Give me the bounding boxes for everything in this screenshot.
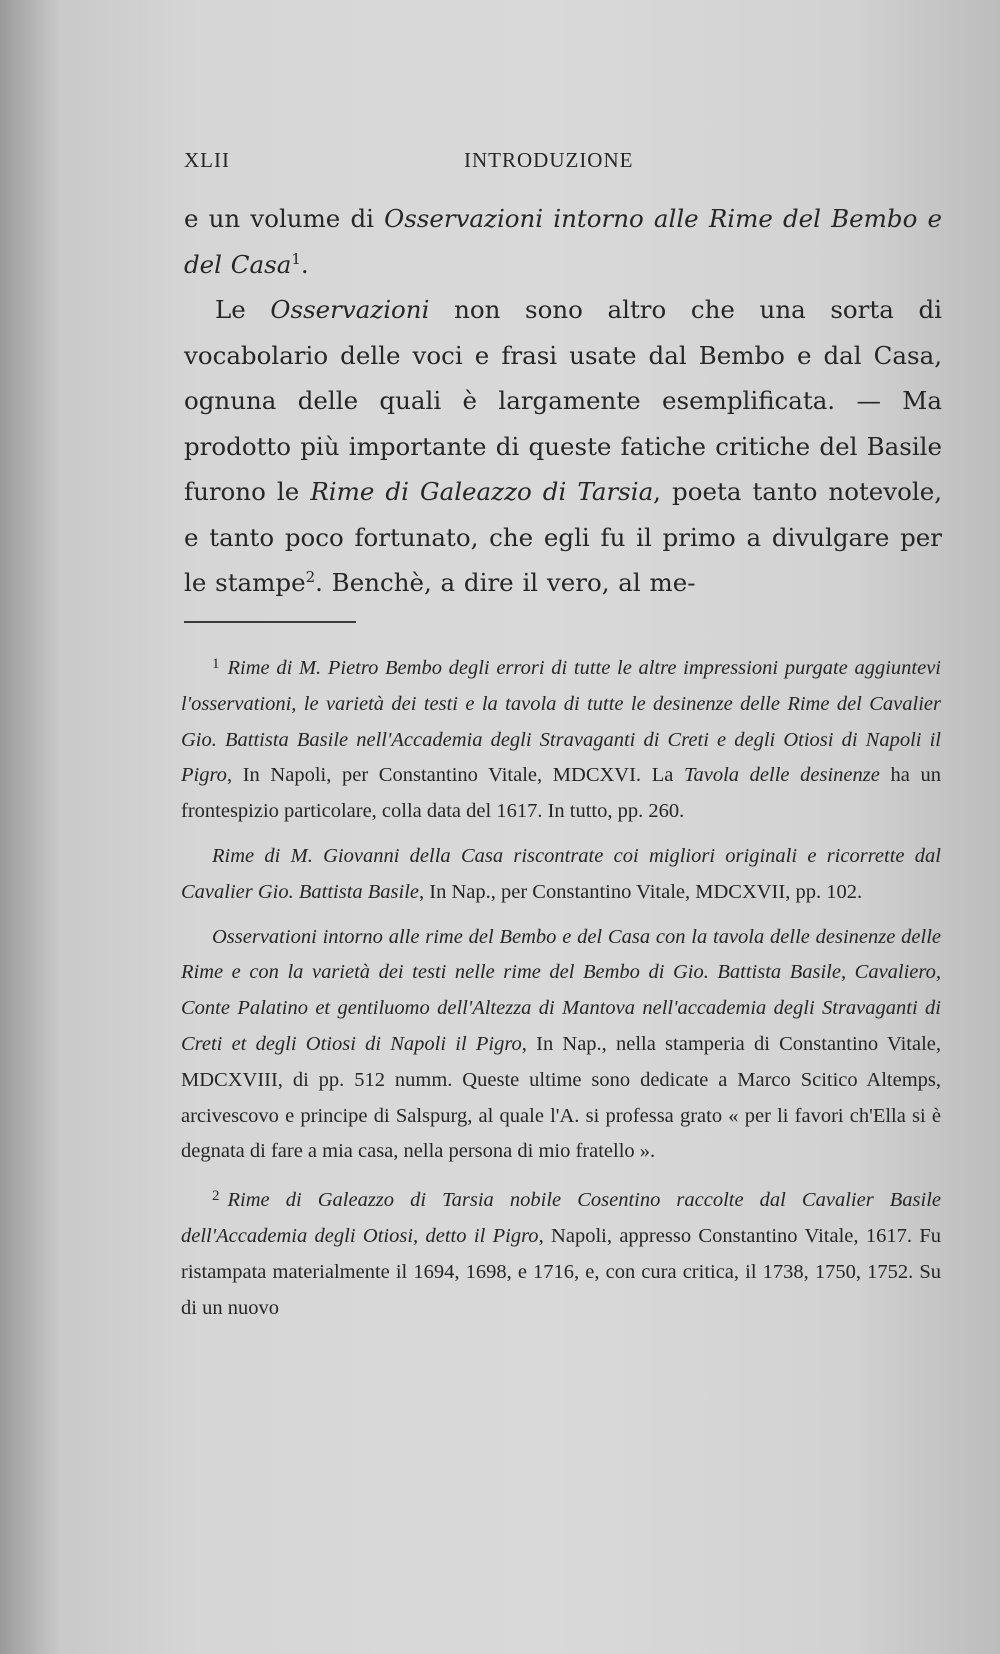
text-span: . (300, 249, 309, 279)
footnotes (181, 647, 941, 1335)
footnote-number: 2 (212, 1188, 220, 1205)
italic-title: Tavola delle desinenze (683, 764, 880, 787)
main-text (184, 196, 942, 606)
italic-title: Rime di M. Giovanni della Casa riscontrate coi migliori originali e ricorrette dal Cavalier Gio. Battista Basile (181, 844, 941, 903)
footnote-1 (181, 647, 941, 830)
text-span: . Benchè, a dire il vero, al me- (315, 568, 696, 597)
italic-title: Rime di Galeazzo di Tarsia nobile Cosentino raccolte dal Cavalier Basile dell'Accademia degli Otiosi, detto il Pigro (181, 1189, 941, 1247)
text-span: , Napoli, appresso Constantino Vitale, 1617. Fu ristampata materialmente il 1694, 1698, e 1716, e, con cura critica, il 1738, 1750, 1752. Su di un nuovo (181, 1224, 941, 1319)
text-span: ha un frontespizio particolare, colla data del 1617. In tutto, pp. 260. (181, 764, 941, 823)
page-number: XLII (184, 148, 230, 172)
italic-title: Osservazioni (270, 295, 430, 324)
italic-title: Osservationi intorno alle rime del Bembo e del Casa con la tavola delle desinenze delle Rime e con la varietà dei testi nelle rime del Bembo di Gio. Battista Basile, Cavaliero, Conte Palatino et gentiluomo dell'Altezza di Mantova nell'accademia degli Stravaganti di Creti et degli Otiosi di Napoli il Pigro (181, 925, 941, 1055)
page-header (184, 148, 936, 174)
footnote-ref-2: 2 (305, 567, 316, 586)
footnote-ref-1: 1 (291, 249, 301, 268)
text-span: non sono altro che una sorta di vocabolario delle voci e frasi usate dal Bembo e dal Casa, ognuna delle quali è largamente esemplificata. — Ma prodotto più importante di queste fatiche critiche del Basile furono le (184, 295, 942, 506)
text-span: , In Napoli, per Constantino Vitale, MDCXVI. La (226, 764, 684, 787)
paragraph-1 (184, 196, 942, 287)
footnote-1-continued (181, 839, 941, 911)
text-span: , In Nap., nella stamperia di Constantino Vitale, MDCXVIII, di pp. 512 numm. Queste ultime sono dedicate a Marco Scitico Altemps, arcivescovo e principe di Salspurg, al quale l'A. si professa grato « per li favori ch'Ella si è degnata di fare a mia casa, nella persona di mio fratello ». (181, 1032, 941, 1163)
text-span: , poeta tanto notevole, e tanto poco fortunato, che egli fu il primo a divulgare per le stampe (184, 477, 942, 597)
text-span: Le (215, 295, 271, 324)
italic-title: Rime di Galeazzo di Tarsia (310, 477, 654, 506)
footnote-number: 1 (212, 656, 220, 672)
text-span: e un volume di (184, 204, 385, 233)
footnote-2 (181, 1179, 941, 1326)
paragraph-2 (184, 287, 942, 606)
footnote-divider (184, 621, 356, 623)
running-title: INTRODUZIONE (464, 148, 634, 172)
text-span: , In Nap., per Constantino Vitale, MDCXVII, pp. 102. (419, 880, 863, 903)
italic-title: Osservazioni intorno alle Rime del Bembo e del Casa (184, 204, 942, 279)
italic-title: Rime di M. Pietro Bembo degli errori di tutte le altre impressioni purgate aggiuntevi l'osservationi, le varietà dei testi e la tavola di tutte le desinenze delle Rime del Cavalier Gio. Battista Basile nell'Accademia degli Stravaganti di Creti e degli Otiosi di Napoli il Pigro (181, 657, 941, 787)
footnote-1-continued-2 (181, 920, 941, 1171)
